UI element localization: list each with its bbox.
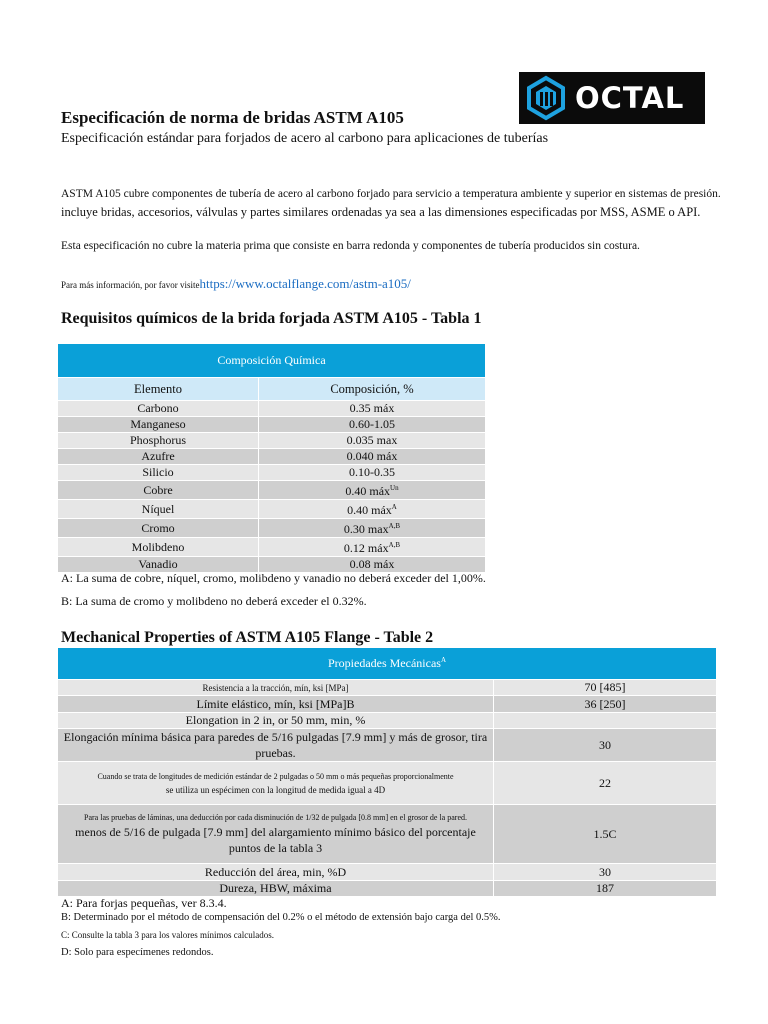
table2-caption: Propiedades Mecánicas$^A$ [58,648,716,680]
composition-cell: 0.30 $\max^{A,B}$ [259,519,486,538]
table-row [58,449,485,465]
octal-logo [519,72,705,124]
table-row [58,401,485,417]
table-row [58,729,716,762]
page-title: Especificación de norma de bridas ASTM A105 [61,108,404,127]
composition-cell: 0.35 máx [259,401,486,417]
table-row [58,538,485,557]
property-cell: Resistencia a la tracción, mín, ksi [MPa] [58,680,494,696]
composition-cell: 0.60-1.05 [259,417,486,433]
table-row [58,433,485,449]
table-row [58,481,485,500]
more-info-prefix: Para más información, por favor visite [61,280,200,290]
chemical-composition-table [58,344,485,573]
table-row [58,805,716,864]
table1-heading: Requisitos químicos de la brida forjada ASTM A105 - Tabla 1 [61,310,482,327]
table1-caption: Composición Química [58,344,485,378]
table2-heading: Mechanical Properties of ASTM A105 Flange - Table 2 [61,629,434,646]
intro-paragraph-3: Esta especificación no cubre la materia prima que consiste en barra redonda y componentes de tubería producidos sin costura. [61,240,640,252]
table-row [58,864,716,881]
composition-cell: 0.12 máx$^{A,B}$ [259,538,486,557]
table-row [58,696,716,713]
element-cell: Carbono [58,401,259,417]
property-cell: Para las pruebas de láminas, una deducción por cada disminución de 1/32 de pulgada [0.8 mm] en el grosor de la pared. menos de 5/16 de pulgada [7.9 mm] del alargamiento mínimo básico del porcentaje puntos de la tabla 3 [58,805,494,864]
element-cell: Phosphorus [58,433,259,449]
composition-cell: 0.10-0.35 [259,465,486,481]
element-cell: Cromo [58,519,259,538]
property-cell: Límite elástico, mín, ksi [MPa]B [58,696,494,713]
value-cell: 187 [494,881,717,897]
table-row [58,680,716,696]
value-cell: 30 [494,729,717,762]
value-cell: 30 [494,864,717,881]
element-cell: Molibdeno [58,538,259,557]
element-cell: Azufre [58,449,259,465]
element-cell: Vanadio [58,557,259,573]
value-cell: 36 [250] [494,696,717,713]
table-row [58,881,716,897]
page-subtitle: Especificación estándar para forjados de acero al carbono para aplicaciones de tuberías [61,131,549,146]
composition-cell: 0.40 máx$^{Un}$ [259,481,486,500]
table2-note-d: D: Solo para especímenes redondos. [61,947,214,958]
property-cell: Dureza, HBW, máxima [58,881,494,897]
intro-paragraph-1: ASTM A105 cubre componentes de tubería de acero al carbono forjado para servicio a temperatura ambiente y superior en sistemas de presión. [61,188,721,200]
value-cell: 70 [485] [494,680,717,696]
table2-note-a: A: Para forjas pequeñas, ver 8.3.4. [61,896,227,910]
property-cell: Reducción del área, min, %D [58,864,494,881]
element-cell: Manganeso [58,417,259,433]
table-row [58,762,716,805]
value-cell [494,713,717,729]
col-element-header: Elemento [58,378,259,401]
value-cell: 22 [494,762,717,805]
element-cell: Silicio [58,465,259,481]
composition-cell: 0.040 máx [259,449,486,465]
property-cell: Elongation in 2 in, or 50 mm, min, % [58,713,494,729]
more-info-line [61,276,411,292]
property-cell: Elongación mínima básica para paredes de 5/16 pulgadas [7.9 mm] y más de grosor, tira pruebas. [58,729,494,762]
intro-paragraph-2: incluye bridas, accesorios, válvulas y partes similares ordenadas ya sea a las dimensiones especificadas por MSS, ASME o API. [61,205,701,219]
table-row [58,417,485,433]
more-info-link[interactable]: https://www.octalflange.com/astm-a105/ [199,276,411,291]
property-cell: Cuando se trata de longitudes de medición estándar de 2 pulgadas o 50 mm o más pequeñas proporcionalmente se utiliza un espécimen con la longitud de medida igual a 4D [58,762,494,805]
col-composition-header: Composición, % [259,378,486,401]
table2-note-b: B: Determinado por el método de compensación del 0.2% o el método de extensión bajo carga del 0.5%. [61,912,501,923]
logo-text: OCTAL [575,81,685,115]
element-cell: Cobre [58,481,259,500]
table-row [58,500,485,519]
table-row [58,519,485,538]
composition-cell: 0.40 máx$^A$ [259,500,486,519]
mechanical-properties-table [58,648,716,897]
table-row [58,465,485,481]
hexagon-logo-icon [523,75,569,121]
table1-note-a: A: La suma de cobre, níquel, cromo, molibdeno y vanadio no deberá exceder del 1,00%. [61,571,486,585]
element-cell: Níquel [58,500,259,519]
table2-note-c: C: Consulte la tabla 3 para los valores mínimos calculados. [61,930,274,940]
composition-cell: 0.08 máx [259,557,486,573]
value-cell: 1.5C [494,805,717,864]
table-row [58,713,716,729]
composition-cell: 0.035 max [259,433,486,449]
table1-note-b: B: La suma de cromo y molibdeno no deberá exceder el 0.32%. [61,594,367,608]
